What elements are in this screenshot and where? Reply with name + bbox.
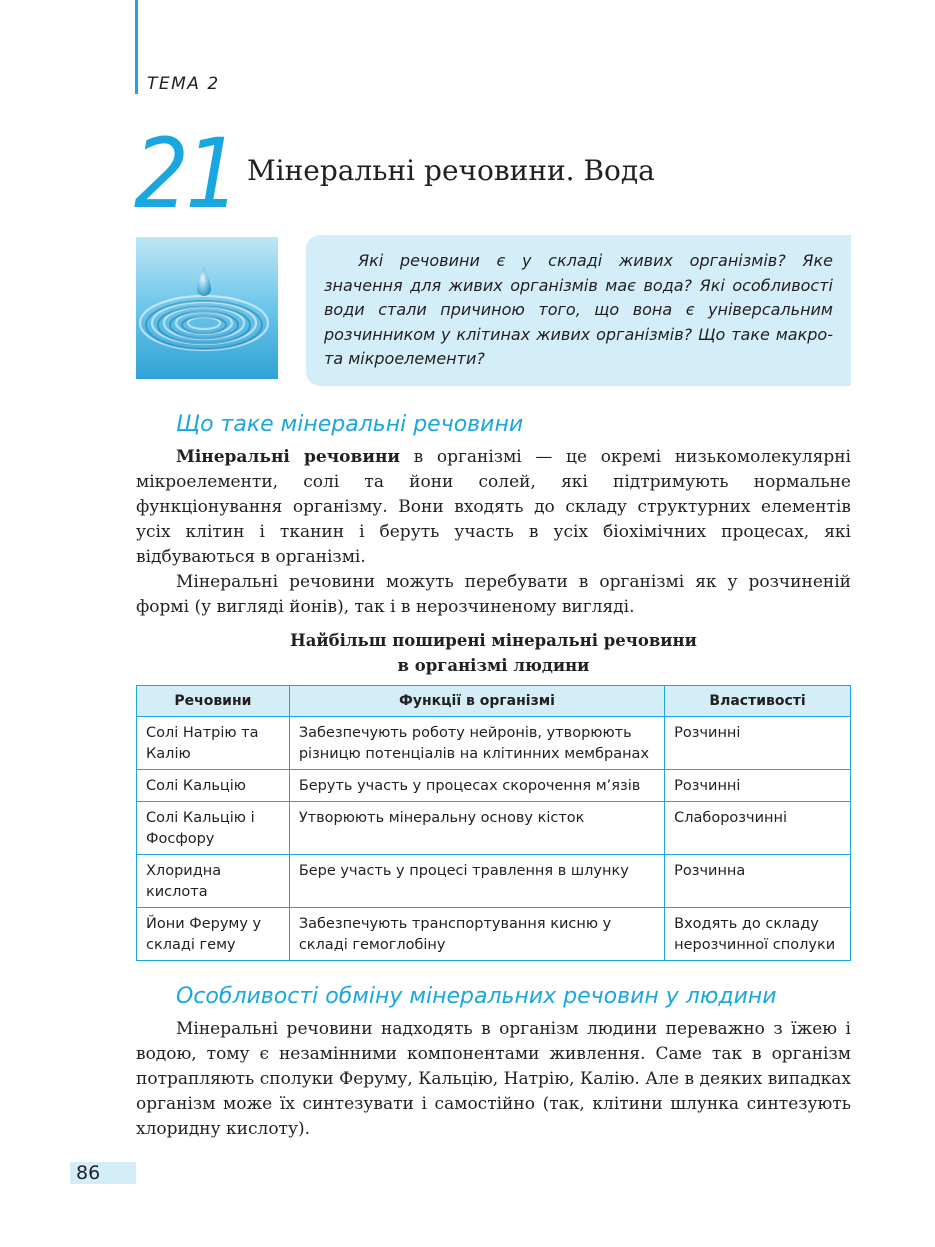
section-heading-minerals: Що таке мінеральні речовини — [176, 412, 524, 437]
table-row — [137, 802, 851, 855]
table-row — [137, 770, 851, 802]
page-number: 86 — [76, 1162, 101, 1184]
table-row — [137, 717, 851, 770]
minerals-table — [136, 685, 851, 961]
chapter-number: 21 — [134, 118, 237, 230]
term-minerals: Мінеральні речовини — [176, 447, 400, 467]
table-caption — [136, 628, 851, 678]
cell-substance: Солі Натрію та Калію — [137, 717, 290, 770]
cell-function: Утворюють мінеральну основу кісток — [289, 802, 664, 855]
cell-property: Слаборозчинні — [665, 802, 851, 855]
chapter-title: Мінеральні речовини. Вода — [247, 154, 655, 187]
table-row — [137, 908, 851, 961]
page-number-badge — [70, 1162, 136, 1184]
table-caption-line-1: Найбільш поширені мінеральні речовини — [290, 631, 697, 650]
water-drop-image — [136, 237, 278, 379]
definition-text: в організмі — це окремі низькомолекулярні мікроелементи, солі та йони солей, які підтримують нормальне функціонування організму. Вони входять до складу структурних елементів усіх клітин і тканин і беруть участь в усіх біохімічних процесах, які відбуваються в організмі. — [136, 447, 851, 567]
cell-function: Забезпечують транспортування кисню у складі гемоглобіну — [289, 908, 664, 961]
section-heading-metabolism: Особливості обміну мінеральних речовин у людини — [176, 984, 777, 1009]
cell-property: Розчинна — [665, 855, 851, 908]
cell-property: Розчинні — [665, 717, 851, 770]
cell-function: Бере участь у процесі травлення в шлунку — [289, 855, 664, 908]
theme-label: ТЕМА 2 — [147, 74, 220, 94]
paragraph-forms: Мінеральні речовини можуть перебувати в організмі як у розчиненій формі (у вигляді йонів), так і в нерозчиненому вигляді. — [136, 572, 851, 617]
table-header-row — [137, 686, 851, 717]
cell-substance: Солі Кальцію і Фосфору — [137, 802, 290, 855]
cell-substance: Солі Кальцію — [137, 770, 290, 802]
cell-substance: Хлоридна кислота — [137, 855, 290, 908]
cell-function: Забезпечують роботу нейронів, утворюють різницю потенціалів на клітинних мембранах — [289, 717, 664, 770]
header-functions: Функції в організмі — [289, 686, 664, 717]
cell-function: Беруть участь у процесах скорочення м’язів — [289, 770, 664, 802]
intro-questions-box — [306, 235, 851, 386]
header-accent-line — [135, 0, 138, 94]
header-properties: Властивості — [665, 686, 851, 717]
header-substances: Речовини — [137, 686, 290, 717]
table-row — [137, 855, 851, 908]
cell-property: Входять до складу нерозчинної сполуки — [665, 908, 851, 961]
cell-substance: Йони Феруму у складі гему — [137, 908, 290, 961]
paragraph-intake: Мінеральні речовини надходять в організм людини переважно з їжею і водою, тому є незамінними компонентами живлення. Саме так в організм потрапляють сполуки Феруму, Кальцію, Натрію, Калію. Але в деяких випадках організм може їх синтезувати і самостійно (так, клітини шлунка синтезують хлоридну кислоту). — [136, 1019, 851, 1139]
table-caption-line-2: в організмі людини — [397, 656, 590, 675]
cell-property: Розчинні — [665, 770, 851, 802]
paragraph-definition — [136, 445, 851, 570]
intro-questions-text: Які речовини є у складі живих організмів? Яке значення для живих організмів має вода? Які особливості води стали причиною того, що вона є універсальним розчинником у клітинах живих організмів? Що таке макро- та мікроелементи? — [324, 251, 833, 368]
